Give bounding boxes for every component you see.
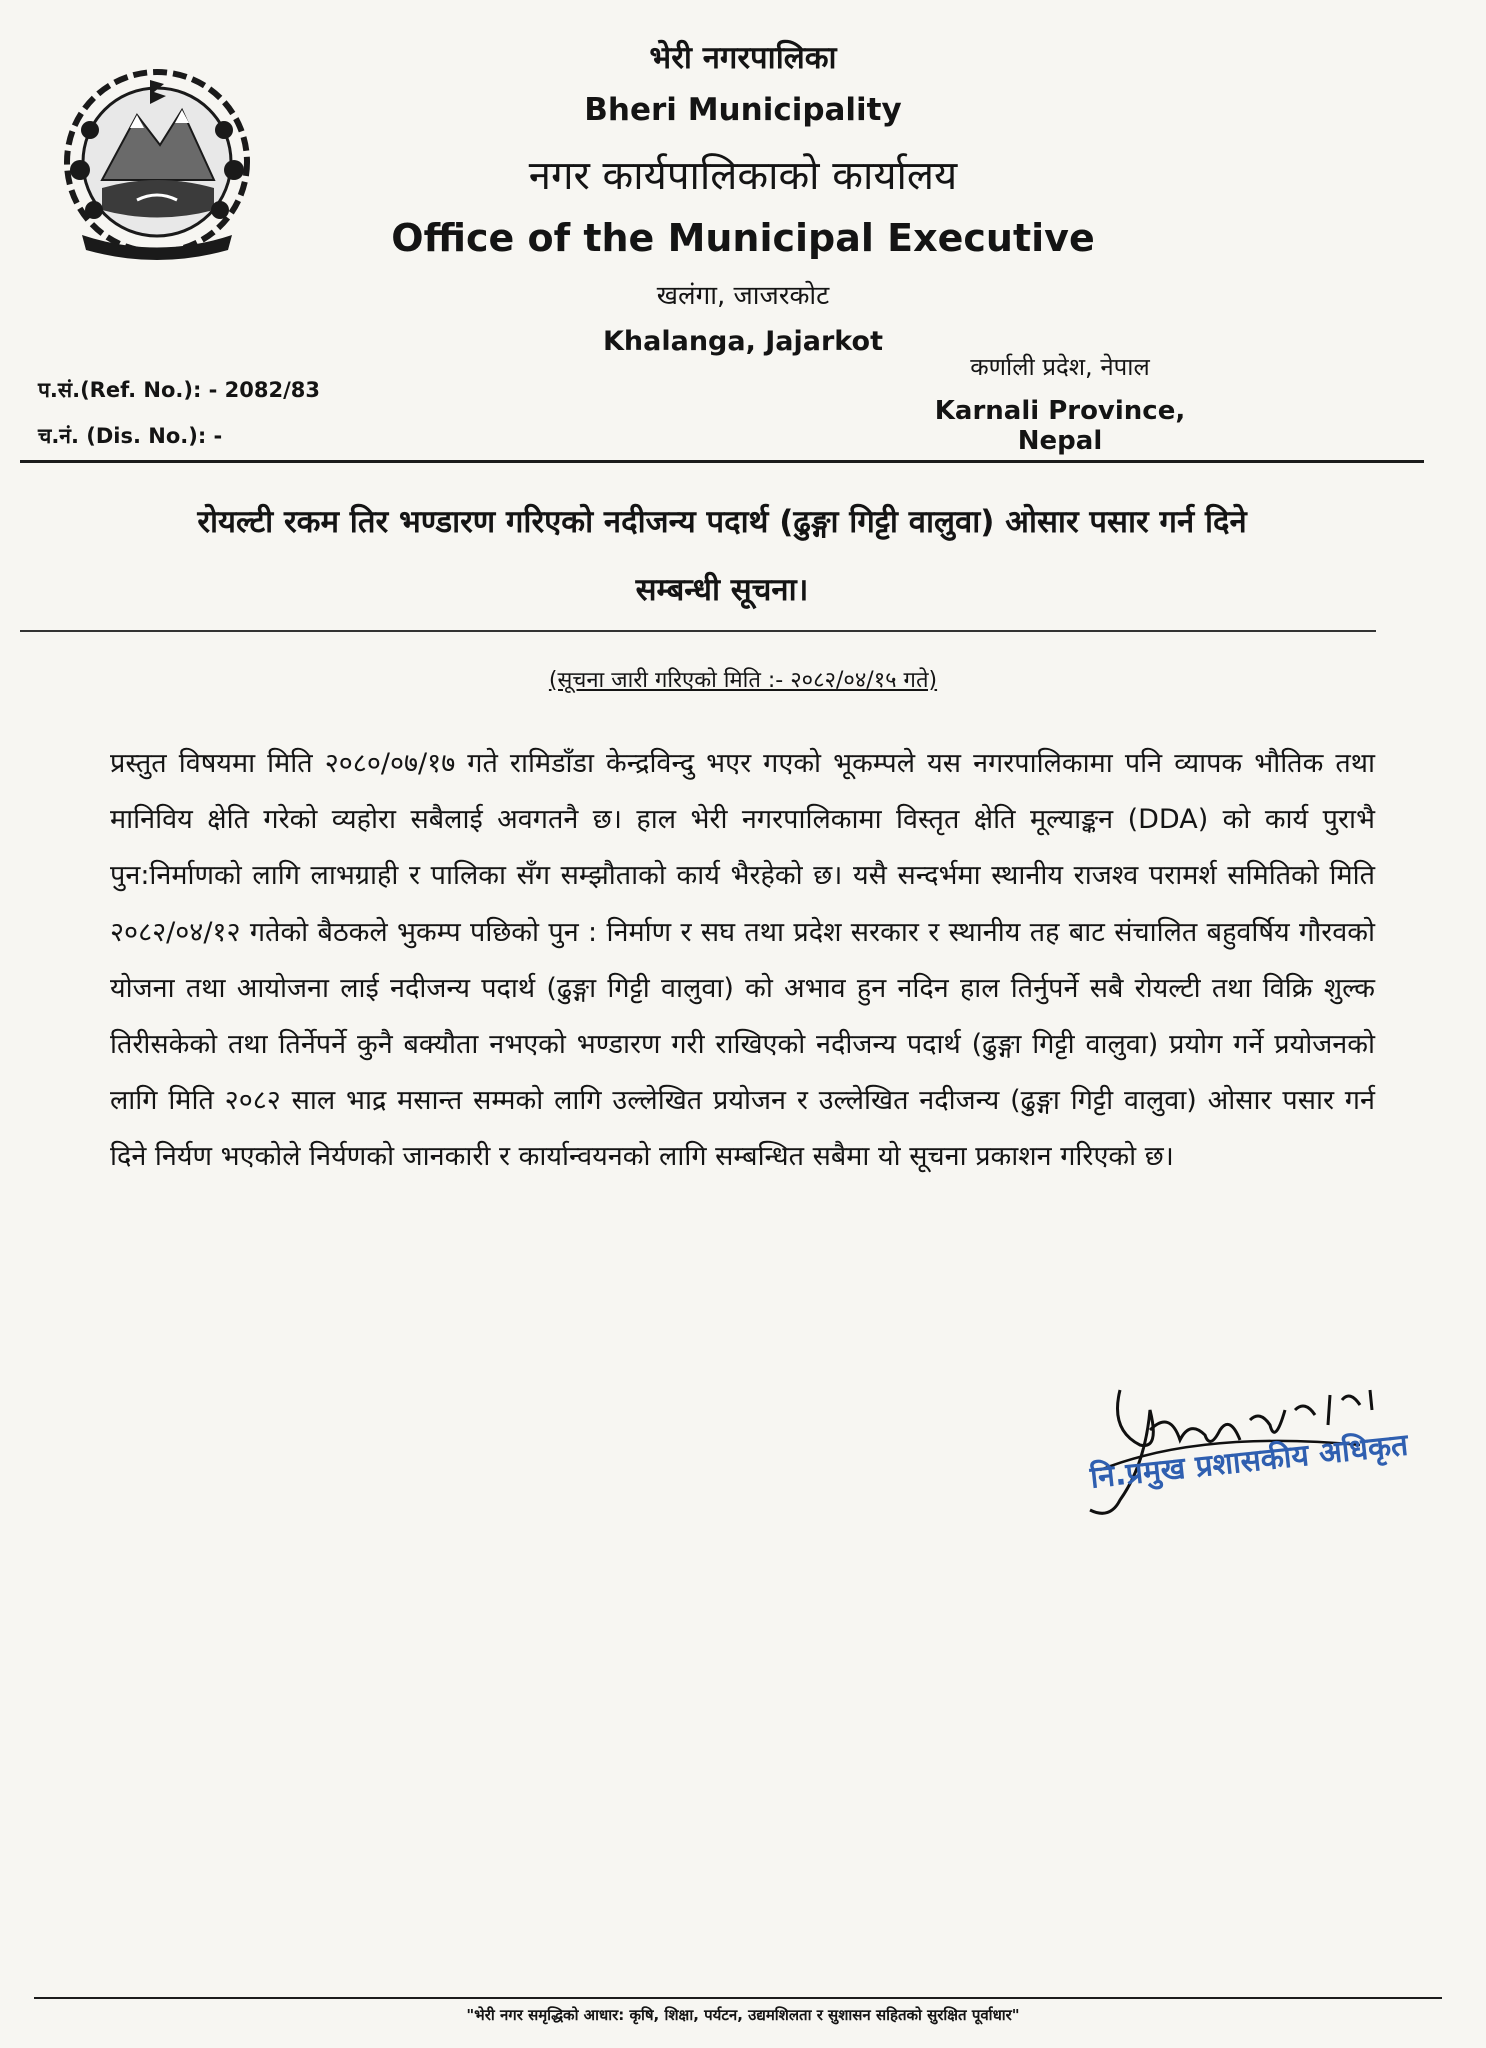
notice-subject	[20, 488, 1424, 624]
signatory-designation: नि.प्रमुख प्रशासकीय अधिकृत	[1088, 1427, 1410, 1496]
notice-body: प्रस्तुत विषयमा मिति २०८०/०७/१७ गते रामिडाँडा केन्द्रविन्दु भएर गएको भूकम्पले यस नगरपालिकामा पनि व्यापक भौतिक तथा मानिविय क्षेति गरेको व्यहोरा सबैलाई अवगतनै छ। हाल भेरी नगरपालिकामा विस्तृत क्षेति मूल्याङ्कन (DDA) को कार्य पुराभै पुन:निर्माणको लागि लाभग्राही र पालिका सँग सम्झौताको कार्य भैरहेको छ। यसै सन्दर्भमा स्थानीय राजश्व परामर्श समितिको मिति २०८२/०४/१२ गतेको बैठकले भुकम्प पछिको पुन : निर्माण र सघ तथा प्रदेश सरकार र स्थानीय तह बाट संचालित बहुवर्षिय गौरवको योजना तथा आयोजना लाई नदीजन्य पदार्थ (ढुङ्गा गिट्टी वालुवा) को अभाव हुन नदिन हाल तिर्नुपर्ने सबै रोयल्टी तथा विक्रि शुल्क तिरीसकेको तथा तिर्नेपर्ने कुनै बक्यौता नभएको भण्डारण गरी राखिएको नदीजन्य पदार्थ (ढुङ्गा गिट्टी वालुवा) प्रयोग गर्ने प्रयोजनको लागि मिति २०८२ साल भाद्र मसान्त सम्मको लागि उल्लेखित प्रयोजन र उल्लेखित नदीजन्य (ढुङ्गा गिट्टी वालुवा) ओसार पसार गर्न दिने निर्यण भएकोले निर्यणको जानकारी र कार्यान्वयनको लागि सम्बन्धित सबैमा यो सूचना प्रकाशन गरिएको छ।	[110, 748, 1375, 1173]
municipality-name-np: भेरी नगरपालिका	[649, 40, 837, 76]
subject-line-1: रोयल्टी रकम तिर भण्डारण गरिएको नदीजन्य पदार्थ (ढुङ्गा गिट्टी वालुवा) ओसार पसार गर्न दिने	[197, 504, 1247, 540]
province-np: कर्णाली प्रदेश, नेपाल	[970, 353, 1150, 381]
province-en: Karnali Province, Nepal	[934, 396, 1186, 456]
address-np: खलंगा, जाजरकोट	[656, 281, 830, 311]
footer-divider	[34, 1997, 1442, 1999]
header-divider	[20, 460, 1424, 463]
office-name-np: नगर कार्यपालिकाको कार्यालय	[528, 153, 958, 199]
footer-motto: "भेरी नगर समृद्धिको आधार: कृषि, शिक्षा, पर्यटन, उद्यमशिलता र सुशासन सहितको सुरक्षित पूर्वाधार"	[466, 2006, 1020, 2024]
subject-divider	[20, 630, 1376, 632]
municipality-name-en: Bheri Municipality	[584, 92, 902, 128]
reference-number: प.सं.(Ref. No.): - 2082/83	[38, 378, 321, 402]
issue-date: (सूचना जारी गरिएको मिति :- २०८२/०४/१५ गते)	[548, 668, 938, 693]
issue-date-line	[0, 664, 1486, 694]
dispatch-number: च.नं. (Dis. No.): -	[38, 424, 223, 448]
office-name-en: Office of the Municipal Executive	[391, 216, 1095, 260]
address-en: Khalanga, Jajarkot	[602, 326, 883, 357]
subject-line-2: सम्बन्धी सूचना।	[635, 572, 809, 608]
